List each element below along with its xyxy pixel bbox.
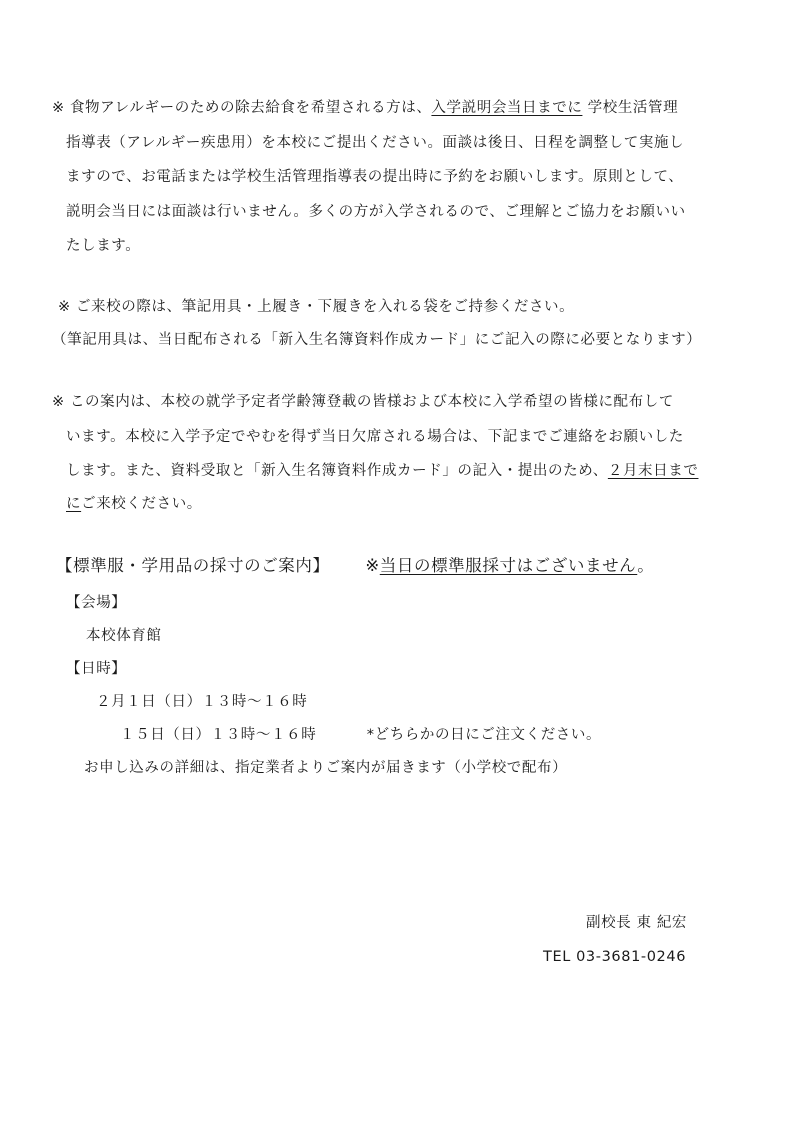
allergy-line-5: たします。 xyxy=(66,238,141,254)
deadline-underlined: に xyxy=(66,496,82,512)
datetime-label: 【日時】 xyxy=(66,661,127,677)
distribution-text: します。また、資料受取と「新入生名簿資料作成カード」の記入・提出のため、 xyxy=(66,463,608,479)
allergy-line-1 xyxy=(52,98,678,118)
allergy-line-2: 指導表（アレルギー疾患用）を本校にご提出ください。面談は後日、日程を調整して実施し xyxy=(66,135,685,151)
distribution-line-3 xyxy=(66,461,698,481)
deadline-underlined: 入学説明会当日までに xyxy=(431,100,583,116)
application-info: お申し込みの詳細は、指定業者よりご案内が届きます（小学校で配布） xyxy=(84,760,568,776)
uniform-heading-line xyxy=(56,556,654,576)
vice-principal-name: 副校長 東 紀宏 xyxy=(586,915,688,931)
distribution-line-4 xyxy=(66,494,202,514)
uniform-heading: 【標準服・学用品の採寸のご案内】 xyxy=(56,556,330,575)
date-2-line xyxy=(120,725,601,745)
visit-line-2: （筆記用具は、当日配布される「新入生名簿資料作成カード」にご記入の際に必要となります） xyxy=(52,332,702,348)
date-1: ２月１日（日）１３時～１６時 xyxy=(96,694,308,710)
note-period: 。 xyxy=(637,556,655,575)
distribution-line-1: ※ この案内は、本校の就学予定者学齢簿登載の皆様および本校に入学希望の皆様に配布して xyxy=(52,394,674,410)
allergy-text: 学校生活管理 xyxy=(582,100,679,116)
allergy-line-3: ますので、お電話または学校生活管理指導表の提出時に予約をお願いします。原則として、 xyxy=(66,169,684,185)
visit-line-1: ※ ご来校の際は、筆記用具・上履き・下履きを入れる袋をご持参ください。 xyxy=(58,299,575,315)
date-2: １５日（日）１３時～１６時 xyxy=(120,727,317,743)
distribution-line-2: います。本校に入学予定でやむを得ず当日欠席される場合は、下記までご連絡をお願いした xyxy=(66,429,684,445)
date-note: *どちらかの日にご注文ください。 xyxy=(366,727,602,743)
note-mark: ※ xyxy=(365,556,380,575)
no-measuring-note: 当日の標準服採寸はございません xyxy=(379,556,638,575)
telephone: TEL 03-3681-0246 xyxy=(543,949,687,965)
deadline-underlined: ２月末日まで xyxy=(607,463,699,479)
allergy-text: ※ 食物アレルギーのための除去給食を希望される方は、 xyxy=(52,100,432,116)
distribution-text: ご来校ください。 xyxy=(81,496,202,512)
allergy-line-4: 説明会当日には面談は行いません。多くの方が入学されるので、ご理解とご協力をお願いい xyxy=(66,204,686,220)
venue-label: 【会場】 xyxy=(66,595,127,611)
venue: 本校体育館 xyxy=(86,628,162,644)
